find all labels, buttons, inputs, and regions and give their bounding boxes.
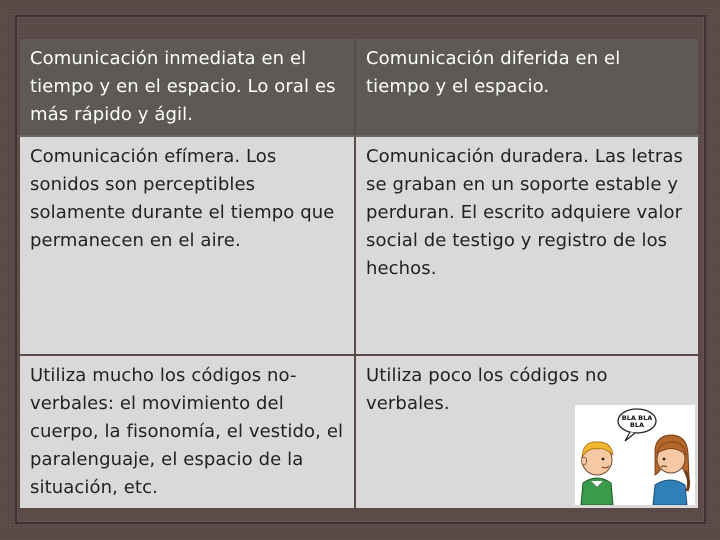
cell-text: Comunicación diferida en el tiempo y el espacio. <box>366 48 621 97</box>
cell-text: Utiliza poco los códigos no verbales. <box>366 365 608 414</box>
cell-text: Comunicación duradera. Las letras se graban en un soporte estable y perduran. El escrito adquiere valor social de testigo y registro de los hechos. <box>366 146 683 279</box>
girl-figure <box>653 435 689 505</box>
speech-text-line1: BLA BLA <box>621 414 653 422</box>
table-row <box>19 136 699 355</box>
table-cell-oral <box>19 136 355 355</box>
table-row <box>19 38 699 136</box>
boy-figure <box>581 442 613 505</box>
cell-text: Comunicación efímera. Los sonidos son perceptibles solamente durante el tiempo que permanecen en el aire. <box>30 146 335 251</box>
people-talking-icon <box>575 405 695 505</box>
speech-text-line2: BLA <box>629 421 645 429</box>
table-cell-oral <box>19 355 355 509</box>
table-cell-escrito <box>355 38 699 136</box>
table-cell-escrito <box>355 136 699 355</box>
cell-text: Utiliza mucho los códigos no-verbales: el movimiento del cuerpo, la fisonomía, el vestido, el paralenguaje, el espacio de la situación, etc. <box>30 365 344 498</box>
table-cell-oral <box>19 38 355 136</box>
cell-text: Comunicación inmediata en el tiempo y en el espacio. Lo oral es más rápido y ágil. <box>30 48 336 125</box>
two-people-talking-illustration <box>575 405 695 505</box>
